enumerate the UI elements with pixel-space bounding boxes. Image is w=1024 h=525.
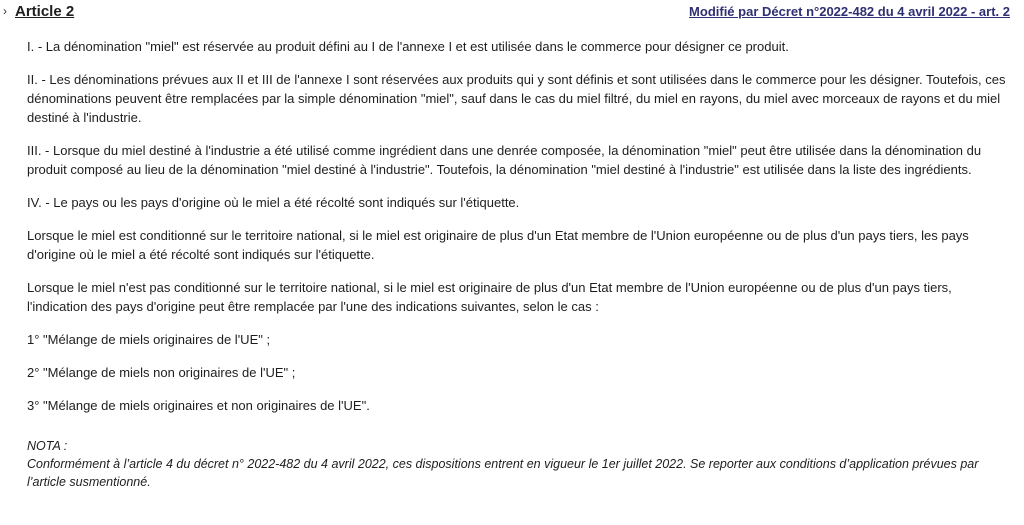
- nota-label: NOTA :: [27, 439, 68, 453]
- paragraph-iv: IV. - Le pays ou les pays d'origine où le miel a été récolté sont indiqués sur l'étiquette.: [27, 195, 520, 210]
- article-header: [0, 0, 1024, 26]
- article-body: [27, 37, 1013, 491]
- list-item-1: 1° "Mélange de miels originaires de l'UE" ;: [27, 332, 271, 347]
- paragraph-iii: III. - Lorsque du miel destiné à l'industrie a été utilisé comme ingrédient dans une denrée composée, la dénomination "miel" peut être utilisée dans la dénomination du produit composé au lieu de la dénomination "miel destiné à l'industrie". Toutefois, la dénomination "miel destiné à l'industrie" est utilisée dans la liste des ingrédients.: [27, 143, 982, 177]
- paragraph-non-conditionne-national: Lorsque le miel n'est pas conditionné sur le territoire national, si le miel est originaire de plus d'un Etat membre de l'Union européenne ou de plus d'un pays tiers, l'indication des pays d'origine peut être remplacée par l'une des indications suivantes, selon le cas :: [27, 280, 952, 314]
- modification-decree-link[interactable]: Modifié par Décret n°2022-482 du 4 avril 2022 - art. 2: [689, 4, 1010, 19]
- list-item-2: 2° "Mélange de miels non originaires de l'UE" ;: [27, 365, 296, 380]
- nota-text: Conformément à l’article 4 du décret n° 2022-482 du 4 avril 2022, ces dispositions entrent en vigueur le 1er juillet 2022. Se reporter aux conditions d’application prévues par l’article susmentionné.: [27, 457, 979, 489]
- paragraph-ii: II. - Les dénominations prévues aux II et III de l'annexe I sont réservées aux produits qui y sont définis et sont utilisées dans le commerce pour les désigner. Toutefois, ces dénominations peuvent être remplacées par la simple dénomination "miel", sauf dans le cas du miel filtré, du miel en rayons, du miel avec morceaux de rayons et du miel destiné à l'industrie.: [27, 72, 1006, 125]
- list-item-3: 3° "Mélange de miels originaires et non originaires de l'UE".: [27, 398, 370, 413]
- nota-block: [27, 437, 1013, 491]
- article-title-link[interactable]: Article 2: [15, 3, 75, 20]
- paragraph-i: I. - La dénomination "miel" est réservée au produit défini au I de l'annexe I et est utilisée dans le commerce pour désigner ce produit.: [27, 39, 789, 54]
- paragraph-conditionne-national: Lorsque le miel est conditionné sur le territoire national, si le miel est originaire de plus d'un Etat membre de l'Union européenne ou de plus d'un pays tiers, les pays d'origine où le miel a été récolté sont indiqués sur l'étiquette.: [27, 228, 969, 262]
- chevron-right-icon[interactable]: ›: [3, 4, 7, 18]
